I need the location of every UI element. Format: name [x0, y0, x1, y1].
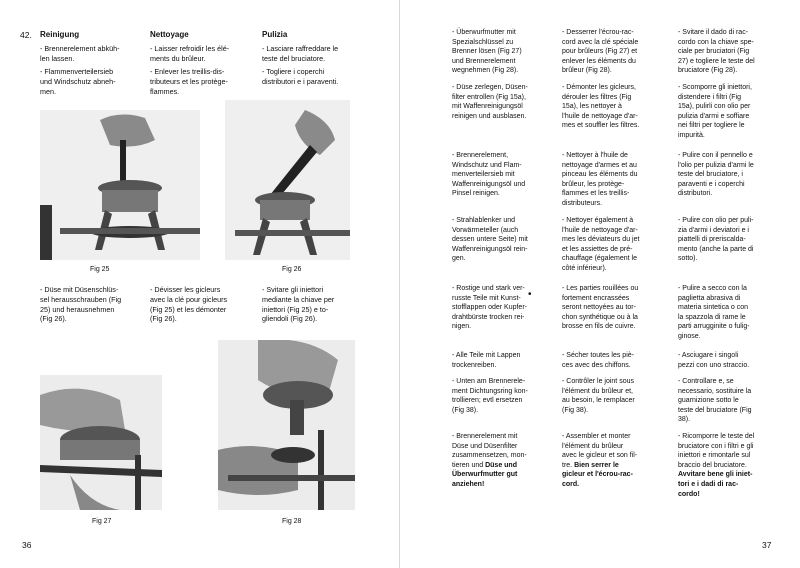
italian-step-7: - Pulire con olio per puli- zia d'armi i deviatori e i piattelli di preriscalda- mento (anche la parte di sotto). [678, 217, 754, 263]
french-step-11-bold: Bien serrer le gicleur et l'écrou-rac- cord. [562, 461, 633, 488]
german-step-11-bold: Düse und Überwurfmutter gut anziehen! [452, 461, 518, 488]
italian-step-11-text: - Ricomporre le teste del bruciatore con i filtri e gli iniettori e rimontarle sul braccio del bruciatore. [678, 433, 755, 469]
italian-heading: Pulizia [262, 30, 288, 39]
figure-26-photo [225, 100, 350, 260]
german-step-2: - Flammenverteilersieb und Windschutz abneh- men. [40, 67, 116, 96]
german-step-11 [452, 432, 527, 490]
page-number-left: 36 [22, 540, 32, 550]
german-step-8: - Rostige und stark ver- russte Teile mit Kunst- stofflappen oder Kupfer- drahtbürste trocken rei- nigen. [452, 285, 527, 331]
french-step-1: - Laisser refroidir les élé- ments du brûleur. [150, 43, 230, 63]
french-step-2: - Enlever les treillis-dis- tributeurs et les protège- flammes. [150, 67, 228, 96]
italian-step-8: - Pulire a secco con la paglietta abrasiva di materia sintetica o con la spazzola di rame le parti arrugginite o fulig- ginose. [678, 285, 750, 340]
german-step-9: - Alle Teile mit Lappen trockenreiben. [452, 352, 521, 369]
german-step-1: - Brennerelement abküh- len lassen. [40, 43, 120, 63]
italian-step-4: - Svitare il dado di rac- cordo con la chiave spe- ciale per bruciatori (Fig 27) e togliere le teste del bruciatore (Fig 28). [678, 29, 755, 75]
italian-step-6: - Pulire con il pennello e l'olio per pulizia d'armi le teste del bruciatore, i paraventi e i coperchi distributori. [678, 152, 754, 198]
german-heading: Reinigung [40, 30, 80, 39]
french-step-4: - Desserrer l'écrou-rac- cord avec la clé spéciale pour brûleurs (Fig 27) et enlever les éléments du brûleur (Fig 28). [562, 29, 639, 75]
french-step-11-text: - Assembler et monter l'élément du brûleur avec le gicleur et son fil- tre. [562, 433, 638, 469]
italian-column-lower [262, 285, 372, 328]
french-step-11 [562, 432, 637, 490]
german-step-4: - Überwurfmutter mit Spezialschlüssel zu Brenner lösen (Fig 27) und Brennerelement wegnehmen (Fig 28). [452, 29, 522, 75]
figure-25-caption: Fig 25 [90, 266, 110, 273]
german-step-10: - Unten am Brennerele- ment Dichtungsring kon- trollieren; evtl ersetzen (Fig 38). [452, 378, 528, 414]
italian-column [262, 30, 372, 91]
german-step-5: - Düse zerlegen, Düsen- filter entrollen (Fig 15a), mit Waffenreinigungsöl reinigen und ausblasen. [452, 84, 528, 120]
german-step-6: - Brennerelement, Windschutz und Flam- menverteilersieb mit Waffenreinigungsöl und Pinsel reinigen. [452, 152, 526, 198]
german-column-lower [40, 285, 140, 328]
figure-25-photo [40, 110, 200, 260]
french-step-6: - Nettoyer à l'huile de nettoyage d'armes et au pinceau les éléments du brûleur, les protège- flammes et les treillis- distributeurs. [562, 152, 638, 207]
italian-step-9: - Asciugare i singoli pezzi con uno straccio. [678, 352, 750, 369]
french-step-8: - Les parties rouillées ou fortement encrassées seront nettoyées au tor- chon synthétique ou à la brosse en fils de cuivre. [562, 285, 639, 331]
italian-step-11-bold: Avvitare bene gli iniet- tori e i dadi di rac- cordo! [678, 471, 753, 498]
figure-26-caption: Fig 26 [282, 266, 302, 273]
figure-27-photo [40, 375, 162, 510]
page-number-right: 37 [762, 540, 772, 550]
bullet-dot: • [528, 289, 532, 300]
french-column-lower [150, 285, 255, 328]
french-column [150, 30, 255, 101]
italian-step-10: - Controllare e, se necessario, sostituire la guarnizione sotto le teste del bruciatore (Fig 38). [678, 378, 752, 424]
figure-28-caption: Fig 28 [282, 518, 302, 525]
italian-step-3: - Svitare gli iniettori mediante la chiave per iniettori (Fig 25) e to- gliendoli (Fig 26). [262, 285, 335, 324]
italian-step-1: - Lasciare raffreddare le teste del bruciatore. [262, 43, 339, 63]
italian-step-11 [678, 432, 754, 499]
italian-step-5: - Scomporre gli iniettori, distendere i filtri (Fig 15a), pulirli con olio per pulizia d'armi e soffiare nei filtri per togliere le impurità. [678, 84, 752, 139]
french-step-9: - Sécher toutes les piè- ces avec des chiffons. [562, 352, 634, 369]
german-column [40, 30, 132, 101]
german-step-3: - Düse mit Düsenschlüs- sel herausschrauben (Fig 25) und herausnehmen (Fig 26). [40, 285, 122, 324]
german-step-11-text: - Brennerelement mit Düse und Düsenfilter zusammensetzen, mon- tieren und [452, 433, 527, 469]
french-step-7: - Nettoyer également à l'huile de nettoyage d'ar- mes les déviateurs du jet et les assiettes de pré- chauffage (également le côté inférieur). [562, 217, 640, 272]
section-number: 42. [20, 30, 32, 40]
italian-step-2: - Togliere i coperchi distributori e i paraventi. [262, 67, 339, 87]
figure-27-caption: Fig 27 [92, 518, 112, 525]
french-heading: Nettoyage [150, 30, 189, 39]
french-step-5: - Démonter les gicleurs, dérouler les filtres (Fig 15a), les nettoyer à l'huile de nettoyage d'ar- mes et souffler les filtres. [562, 84, 640, 130]
figure-28-photo [218, 340, 355, 510]
german-step-7: - Strahlablenker und Vorwärmeteller (auch dessen untere Seite) mit Waffenreinigungsöl rein- gen. [452, 217, 528, 263]
french-step-3: - Dévisser les gicleurs avec la clé pour gicleurs (Fig 25) et les démonter (Fig 26). [150, 285, 228, 324]
french-step-10: - Contrôler le joint sous l'élément du brûleur et, au besoin, le remplacer (Fig 38). [562, 378, 635, 414]
